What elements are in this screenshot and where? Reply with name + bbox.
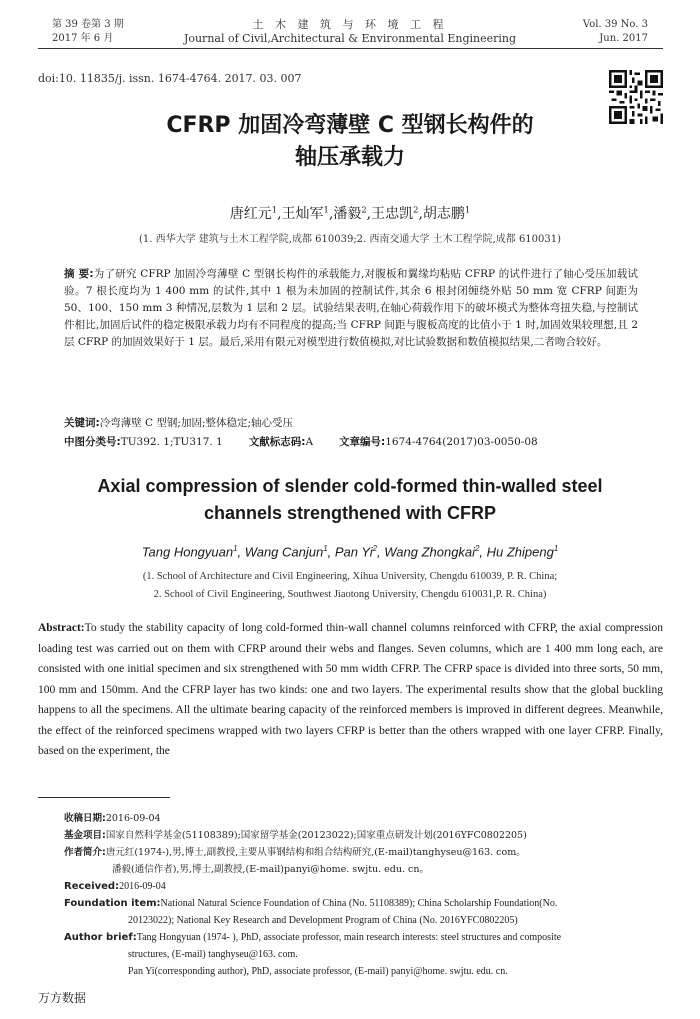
fund-cn-value: 国家自然科学基金(51108389);国家留学基金(20123022);国家重点研发计划(2016YFC0802205) — [105, 830, 527, 841]
title-cn-line1: CFRP 加固冷弯薄壁 C 型钢长构件的 — [166, 113, 534, 138]
title-en-line2: channels strengthened with CFRP — [203, 503, 497, 523]
abstract-en — [38, 618, 663, 762]
header-date-cn: 2017 年 6 月 — [52, 33, 114, 44]
footnotes — [64, 810, 664, 980]
title-cn-line2: 轴压承载力 — [294, 145, 405, 170]
author-en-name: Wang Zhongkai — [384, 544, 476, 560]
received-en-label: Received: — [64, 881, 120, 892]
author-cn-sup: 1 — [323, 204, 329, 215]
header-date-en: Jun. 2017 — [599, 33, 648, 44]
footnote-fund-en — [64, 895, 664, 912]
author-en-sup: 1 — [233, 544, 238, 553]
footnote-divider — [38, 797, 170, 798]
clc-label: 中图分类号: — [64, 436, 121, 448]
authors-en: Tang Hongyuan$^1$, Wang Canjun$^1$, Pan Yi$^2$, Wang Zhongkai$^2$, Hu Zhipeng$^1$ — [141, 544, 559, 560]
affiliations-cn: (1. 西华大学 建筑与土木工程学院,成都 610039;2. 西南交通大学 土木工程学院,成都 610031) — [138, 234, 562, 245]
author-cn-name: 胡志鹏 — [422, 206, 465, 222]
received-cn-label: 收稿日期: — [64, 813, 106, 824]
keywords-text: 冷弯薄壁 C 型钢;加固;整体稳定;轴心受压 — [99, 417, 294, 429]
affiliation-en-2: 2. School of Civil Engineering, Southwest Jiaotong University, Chengdu 610031,P. R. China) — [153, 589, 547, 600]
fund-en-value-2: 20123022); National Key Research and Development Program of China (No. 2016YFC0802205) — [128, 915, 518, 926]
brief-en-value-1: Tang Hongyuan (1974- ), PhD, associate professor, main research interests: steel structures and composite — [136, 932, 562, 943]
article-no-value: 1674-4764(2017)03-0050-08 — [385, 436, 538, 448]
title-en-line1: Axial compression of slender cold-formed thin-walled steel — [97, 476, 603, 496]
author-en-sup: 2 — [475, 544, 480, 553]
author-en-name: Hu Zhipeng — [486, 544, 554, 560]
keywords-cn — [64, 415, 638, 430]
header-volume-en: Vol. 39 No. 3 — [582, 19, 648, 30]
received-cn-value: 2016-09-04 — [105, 813, 161, 824]
footnote-fund-cn — [64, 827, 664, 844]
author-cn-name: 王忠凯 — [371, 206, 414, 222]
author-cn-sup: 1 — [271, 204, 278, 215]
classification-line — [64, 434, 664, 449]
abstract-cn-label: 摘 要: — [64, 268, 94, 280]
abstract-cn-text: 为了研究 CFRP 加固冷弯薄壁 C 型钢长构件的承载能力,对腹板和翼缘均粘贴 CFRP 的试件进行了轴心受压加载试验。7 根长度均为 1 400 mm 的试件,其中 1 根为未加固的控制试件,其余 6 根封闭缠绕外贴 50 mm 宽 CFRP 间距为 50、100、150 mm 3 种情况,层数为 1 层和 2 层。试验结果表明,在轴心荷载作用下的破坏模式为整体弯扭失稳,与控制试件相比,加固后试件的稳定极限承载力均有不同程度的提高;当 CFRP 间距与腹板高度的比值小于 1 时,加固效果较理想,且 2 层 CFRP 的加固效果好于 1 层。最后,采用有限元对模型进行数值模拟,对比试验数据和数值模拟结果,二者吻合较好。 — [64, 268, 638, 348]
author-cn-value-2: 潘毅(通信作者),男,博士,副教授,(E-mail)panyi@home. swjtu. edu. cn。 — [112, 864, 429, 875]
watermark: 万方数据 — [38, 991, 87, 1005]
author-en-sup: 1 — [553, 544, 559, 553]
author-cn-sup: 2 — [413, 204, 419, 215]
fund-en-label: Foundation item: — [64, 898, 161, 909]
author-en-name: Wang Canjun — [244, 544, 324, 560]
author-cn-name: 唐红元 — [229, 206, 272, 222]
author-en-name: Pan Yi — [334, 544, 373, 560]
author-cn-value-1: 唐元红(1974-),男,博士,副教授,主要从事钢结构和组合结构研究,(E-mail)tanghyseu@163. com。 — [105, 847, 526, 858]
title-en — [0, 473, 700, 527]
doc-code-value: A — [305, 436, 314, 448]
clc-value: TU392. 1;TU317. 1 — [120, 436, 223, 448]
title-cn — [0, 110, 700, 174]
abstract-en-text: To study the stability capacity of long cold-formed thin-wall channel columns reinforced with CFRP, the axial compression loading test was carried out on them with CFRP around their webs and flanges. Seven columns, which are 1 400 mm long each, are consisted with one initial specimen and six strengthened with 50 mm width CFRP. The CFRP space is divided into three sorts, 50 mm, 100 mm and 150mm. And the CFRP layer has two kinds: one and two layers. The experimental results show that the global buckling happens to all the specimens. All the ultimate bearing capacity of the reinforced members is improved in different degrees. Meanwhile, the effect of the reinforced specimens wrapped with two layers CFRP is better than the others wrapped with one layer CFRP. Finally, based on the experiment, the — [38, 622, 663, 757]
journal-name-cn: 土 木 建 筑 与 环 境 工 程 — [252, 18, 448, 31]
header-volume-cn: 第 39 卷第 3 期 — [52, 19, 124, 30]
footnote-author-cn — [64, 844, 664, 861]
abstract-en-label: Abstract: — [38, 622, 85, 634]
authors-cn: 唐红元$^1$,王灿军$^1$,潘毅$^2$,王忠凯$^2$,胡志鹏$^1$ — [229, 204, 471, 222]
author-cn-name: 王灿军 — [281, 206, 324, 222]
abstract-cn — [64, 266, 638, 351]
footnote-brief-en — [64, 929, 664, 946]
brief-en-label: Author brief: — [64, 932, 137, 943]
fund-en-value-1: National Natural Science Foundation of China (No. 51108389); China Scholarship Foundation(No. — [160, 898, 558, 909]
fund-cn-label: 基金项目: — [64, 830, 106, 841]
author-cn-label: 作者简介: — [64, 847, 106, 858]
author-cn-name: 潘毅 — [333, 206, 362, 222]
article-no-label: 文章编号: — [339, 436, 386, 448]
affiliation-en-1: (1. School of Architecture and Civil Engineering, Xihua University, Chengdu 610039, P. R. China; — [142, 571, 558, 582]
author-en-name: Tang Hongyuan — [141, 544, 234, 560]
doc-code-label: 文献标志码: — [248, 436, 306, 448]
author-en-sup: 1 — [323, 544, 328, 553]
footnote-received-en — [64, 878, 664, 895]
brief-en-value-3: Pan Yi(corresponding author), PhD, associate professor, (E-mail) panyi@home. swjtu. edu. cn. — [128, 966, 508, 977]
author-cn-sup: 2 — [361, 204, 367, 215]
footnote-received-cn — [64, 810, 664, 827]
keywords-label: 关键词: — [64, 417, 100, 429]
author-cn-sup: 1 — [464, 204, 471, 215]
header-divider — [38, 48, 663, 49]
doi[interactable]: doi:10. 11835/j. issn. 1674-4764. 2017. 03. 007 — [38, 72, 302, 85]
header-issue-en — [583, 18, 648, 46]
author-en-sup: 2 — [372, 544, 377, 553]
affiliations-en — [0, 568, 700, 604]
journal-name-en: Journal of Civil,Architectural & Environmental Engineering — [183, 32, 517, 45]
brief-en-value-2: structures, (E-mail) tanghyseu@163. com. — [128, 949, 298, 960]
received-en-value: 2016-09-04 — [119, 881, 166, 892]
